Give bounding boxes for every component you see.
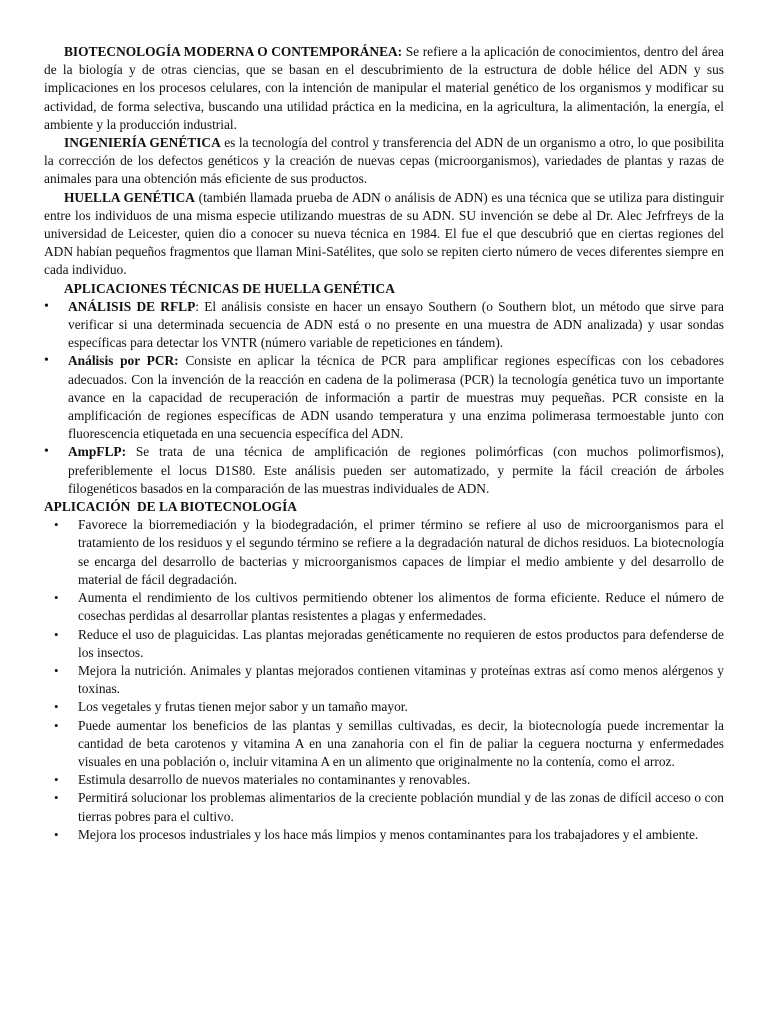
list-item [44,443,724,498]
paragraph-text: Se refiere a la aplicación de conocimientos, dentro del área de la biología y de otras ciencias, que se basan en el descubrimiento de la estructura de doble hélice del ADN y sus implicaciones en los procesos celulares, con la intención de manipular el material genético de los organismos y modificar su actividad, de forma selectiva, buscando una utilidad práctica en la medicina, en la agricultura, la alimentación, la energía, el ambiente y la producción industrial. [44,44,724,132]
list-aplicacion-biotecnologia [44,516,724,844]
paragraph-huella-genetica [44,189,724,280]
list-item: • Los vegetales y frutas tienen mejor sabor y un tamaño mayor. [44,698,724,716]
list-item: • Puede aumentar los beneficios de las plantas y semillas cultivadas, es decir, la biotecnología puede incrementar la cantidad de beta carotenos y vitamina A en una zanahoria con el fin de paliar la ceguera nocturna y enfermedades visuales en una población o, incluir vitamina A en un alimento que originalmente no la contenía, como el arroz. [44,717,724,772]
term-pcr: Análisis por PCR: [68,353,179,369]
list-item-text: : El análisis consiste en hacer un ensayo Southern (o Southern blot, un método que sirve para verificar si una determinada secuencia de ADN está o no presente en una muestra de ADN analizada) y usar sondas específicas para detectar los VNTR (número variable de repeticiones en tándem). [68,298,724,351]
list-item: • Permitirá solucionar los problemas alimentarios de la creciente población mundial y de las zonas de difícil acceso o con tierras pobres para el cultivo. [44,789,724,825]
term-huella-genetica: HUELLA GENÉTICA [64,189,195,205]
list-item-text: Se trata de una técnica de amplificación de regiones polimórficas (con muchos polimorfismos), preferiblemente el locus D1S80. Este análisis pueden ser automatizado, y permite la fácil creación de árboles filogenéticos basados en la comparación de las muestras individuales de ADN. [68,444,724,496]
term-ampflp: AmpFLP: [68,444,127,460]
list-item: • Mejora los procesos industriales y los hace más limpios y menos contaminantes para los trabajadores y el ambiente. [44,826,724,844]
paragraph-text: (también llamada prueba de ADN o análisis de ADN) es una técnica que se utiliza para distinguir entre los individuos de una misma especie utilizando muestras de su ADN. SU invención se debe al Dr. Alec Jefrfreys de la universidad de Leicester, quien dio a conocer su nueva técnica en 1984. El fue el que descubrió que en ciertas regiones del ADN habían pequeños fragmentos que llaman Mini-Satélites, que solo se repiten cierto número de veces diferentes siempre en cada individuo. [44,189,724,278]
list-item [44,352,724,443]
list-item-text: Consiste en aplicar la técnica de PCR para amplificar regiones específicas con los cebadores adecuados. Con la invención de la reacción en cadena de la polimerasa (PCR) la tecnología genética tuvo un importante avance en la capacidad de recuperación de información a partir de muestras muy pequeñas. PCR consiste en la amplificación de regiones específicas de ADN usando temperatura y una enzima polimerasa termoestable junto con fluorescencia etiquetada en una secuencia específica del ADN. [68,353,725,442]
list-item: • Aumenta el rendimiento de los cultivos permitiendo obtener los alimentos de forma eficiente. Reduce el número de cosechas perdidas al desarrollar plantas resistentes a plagas y enfermedades. [44,589,724,625]
list-item: • Reduce el uso de plaguicidas. Las plantas mejoradas genéticamente no requieren de estos productos para defenderse de los insectos. [44,626,724,662]
term-rflp: ANÁLISIS DE RFLP [68,298,196,314]
paragraph-text: es la tecnología del control y transferencia del ADN de un organismo a otro, lo que posibilita la corrección de los defectos genéticos y la creación de nuevas cepas (microorganismos), variedades de plantas y razas de animales para una obtención más eficiente de sus productos. [44,135,724,187]
list-item: • Favorece la biorremediación y la biodegradación, el primer término se refiere al uso de microorganismos para el tratamiento de los residuos y el segundo término se refiere a la degradación natural de dichos residuos. La biotecnología se encarga del desarrollo de bacterias y microorganismos capaces de limpiar el medio ambiente y del desarrollo de material de fácil degradación. [44,516,724,589]
paragraph-ingenieria-genetica [44,134,724,189]
term-biotecnologia-moderna: BIOTECNOLOGÍA MODERNA O CONTEMPORÁNEA: [64,44,403,59]
list-item: • Estimula desarrollo de nuevos materiales no contaminantes y renovables. [44,771,724,789]
list-aplicaciones-tecnicas [44,298,724,498]
list-item [44,298,724,353]
list-item: • Mejora la nutrición. Animales y plantas mejorados contienen vitaminas y proteínas extras así como menos alérgenos y toxinas. [44,662,724,698]
term-ingenieria-genetica: INGENIERÍA GENÉTICA [64,135,221,151]
heading-aplicaciones-tecnicas: APLICACIONES TÉCNICAS DE HUELLA GENÉTICA [64,280,395,296]
heading-aplicacion-biotecnologia: APLICACIÓN DE LA BIOTECNOLOGÍA [44,499,297,515]
paragraph-biotecnologia-moderna [44,43,724,134]
